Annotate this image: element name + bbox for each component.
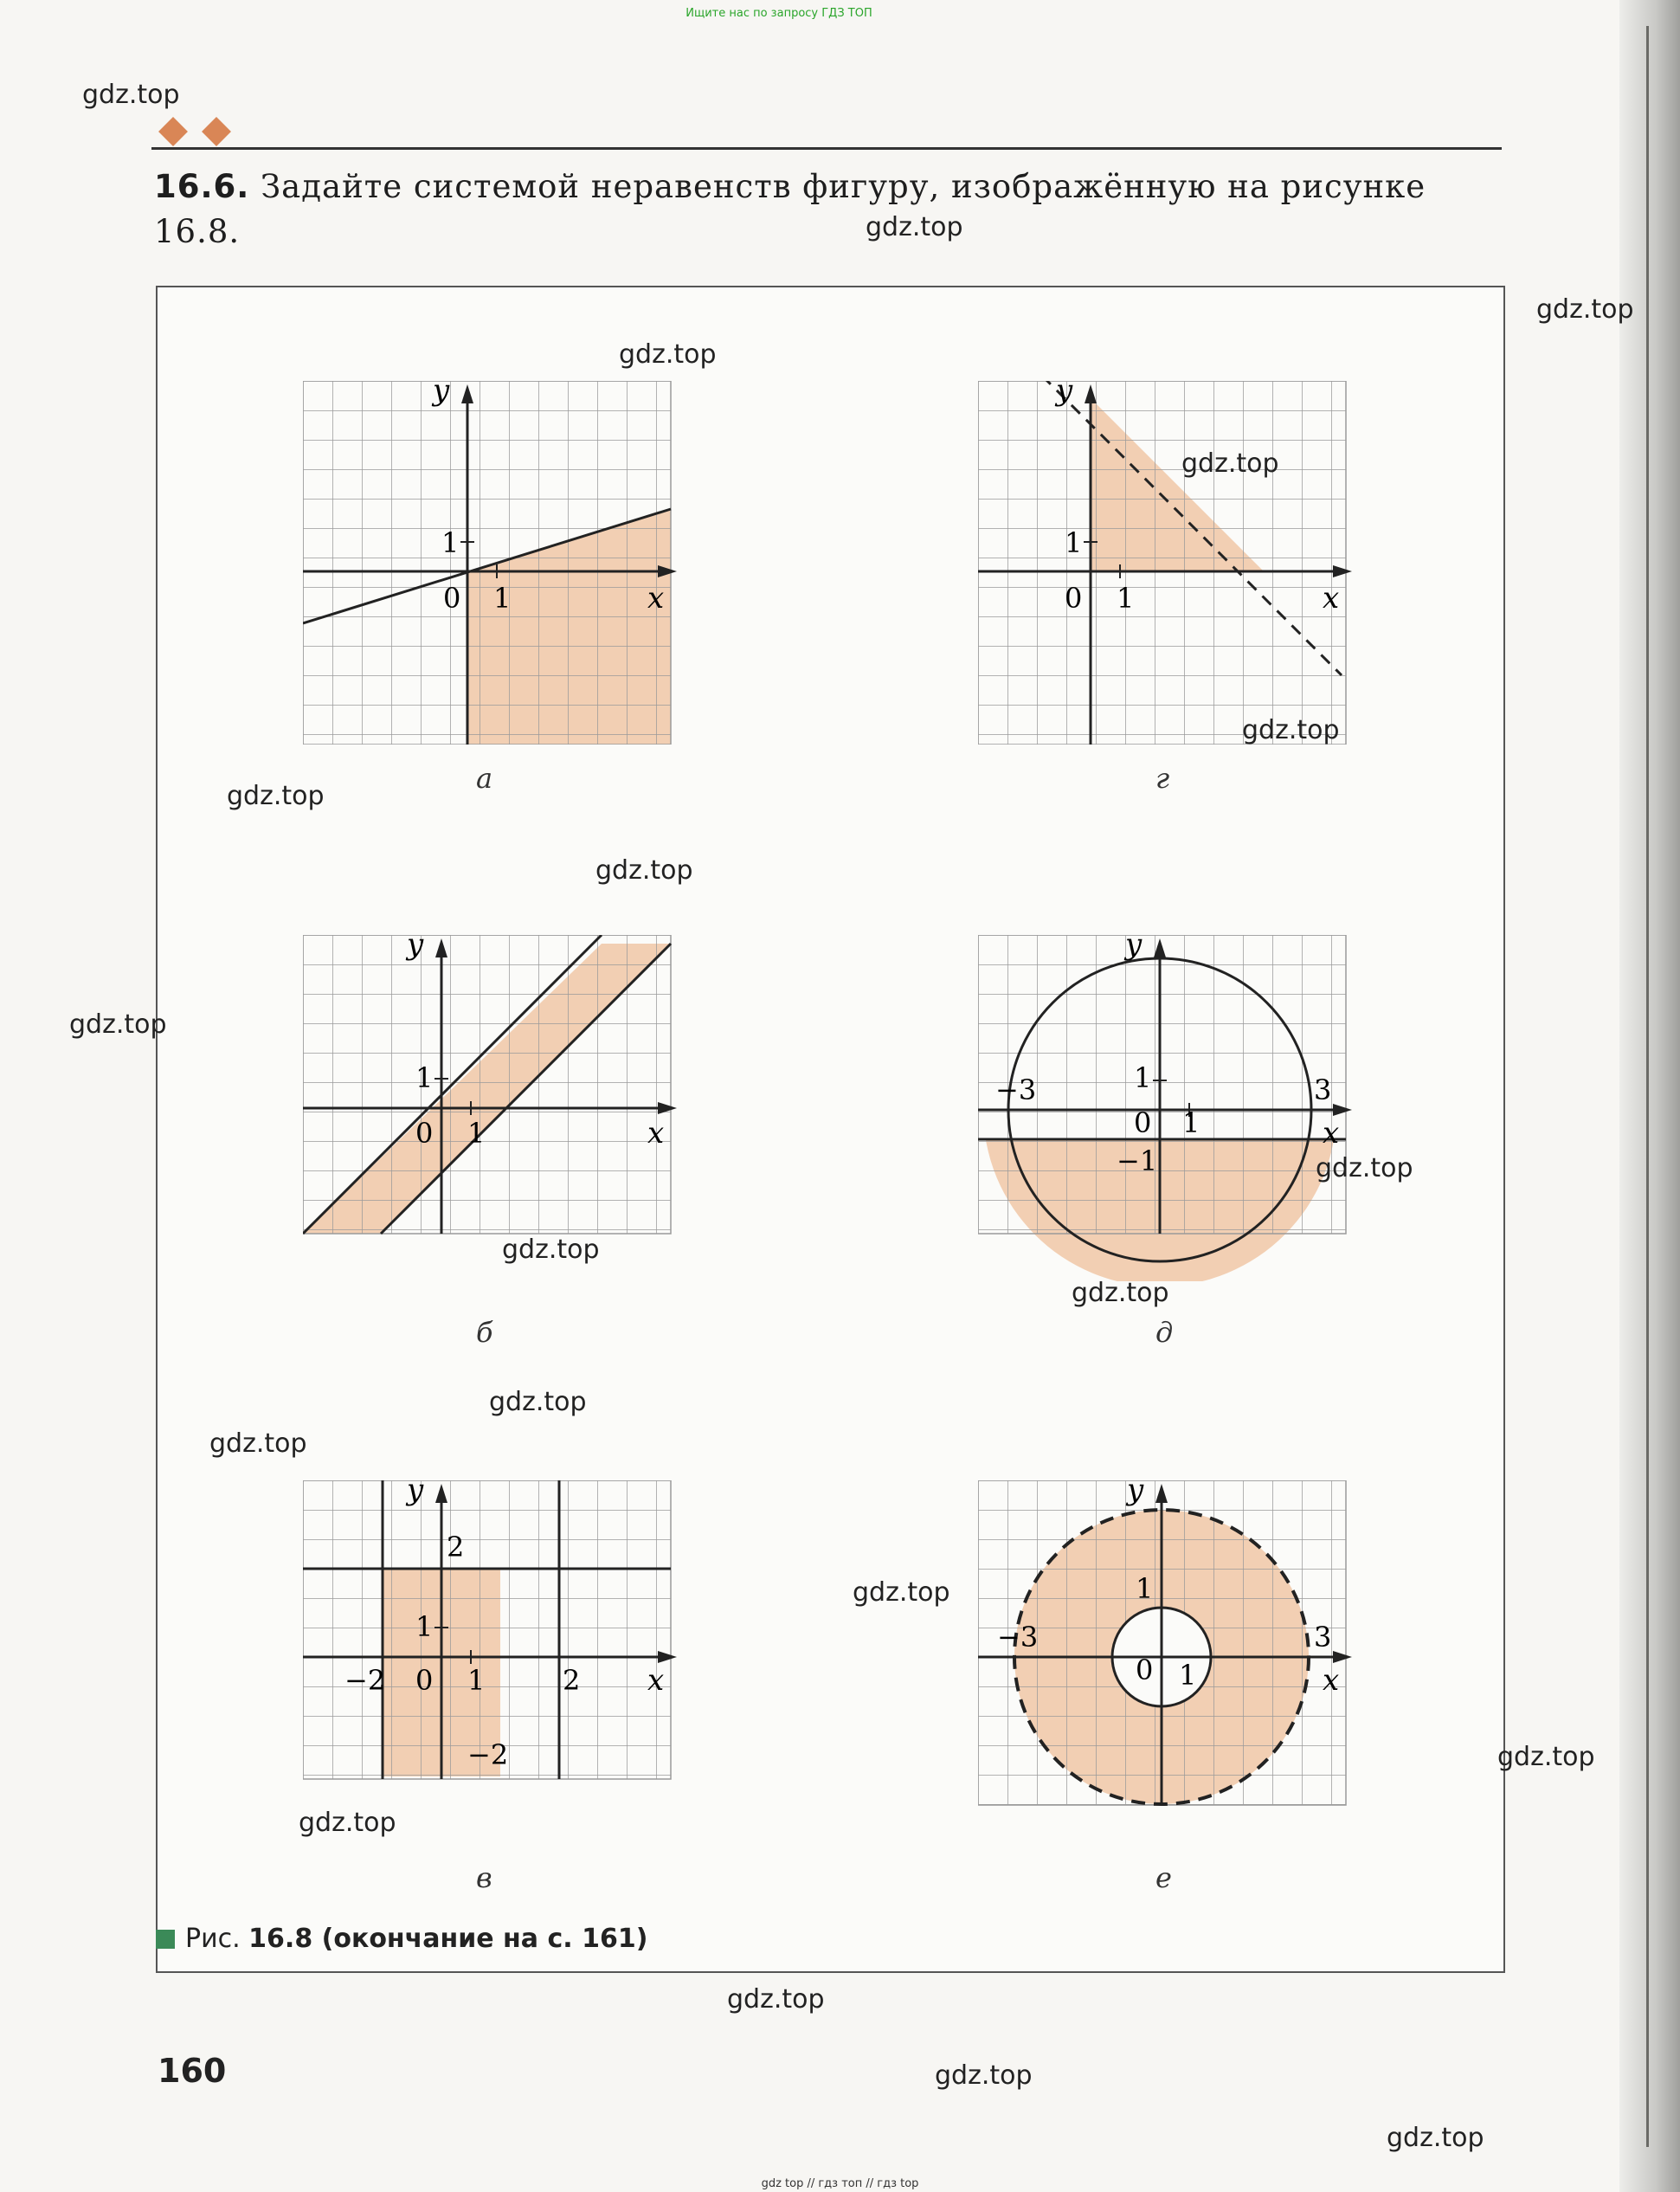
tick-label: 1 (467, 1117, 486, 1150)
x-label: x (647, 581, 665, 616)
watermark: gdz.top (1536, 294, 1634, 325)
origin-label: 0 (1134, 1106, 1152, 1139)
graph-a (303, 381, 684, 745)
panel-e (978, 1480, 1359, 1894)
tick-label: 1 (1065, 526, 1083, 559)
tick-label: −2 (344, 1664, 386, 1697)
x-label: x (647, 1663, 665, 1698)
y-label: y (433, 381, 450, 408)
graph-e (978, 1480, 1359, 1827)
tick-label: 1 (1117, 582, 1135, 615)
tick-label: 1 (415, 1610, 434, 1643)
graph-v (303, 1480, 684, 1792)
panel-g (978, 381, 1359, 795)
spine-line (1646, 26, 1649, 2147)
tick-label: 1 (441, 526, 460, 559)
caption-prefix: Рис. (185, 1924, 241, 1954)
panel-label: г (1155, 762, 1170, 795)
y-label: y (1125, 935, 1143, 962)
x-label: x (647, 1116, 665, 1151)
caption-label: 16.8 (окончание на с. 161) (248, 1924, 648, 1954)
header-divider (151, 147, 1502, 150)
panel-label: б (476, 1316, 493, 1349)
watermark: gdz.top (1387, 2123, 1484, 2153)
caption-marker-icon (156, 1930, 175, 1949)
origin-label: 0 (443, 582, 461, 615)
tick-label: 1 (1182, 1106, 1200, 1139)
x-label: x (1323, 1116, 1340, 1151)
tick-label: 1 (1136, 1572, 1154, 1605)
origin-label: 0 (1065, 582, 1083, 615)
panel-label: д (1155, 1316, 1174, 1349)
watermark: gdz.top (299, 1808, 396, 1838)
difficulty-diamond-icon (158, 117, 188, 146)
origin-label: 0 (415, 1117, 434, 1150)
tick-label: 1 (493, 582, 512, 615)
bottom-note: gdz top // гдз топ // гдз top (761, 2177, 919, 2190)
tick-label: −2 (467, 1738, 509, 1771)
watermark: gdz.top (866, 212, 963, 242)
tick-label: 2 (447, 1531, 465, 1563)
watermark: gdz.top (209, 1428, 307, 1459)
top-note: Ищите нас по запросу ГДЗ ТОП (686, 7, 872, 20)
watermark: gdz.top (935, 2060, 1033, 2091)
tick-label: −3 (995, 1073, 1037, 1106)
panel-label: е (1155, 1861, 1172, 1894)
panel-label: а (476, 762, 493, 795)
tick-label: 1 (1179, 1659, 1197, 1692)
task-text: Задайте системой неравенств фигуру, изображённую на рисунке 16.8. (154, 168, 1426, 250)
page-number: 160 (158, 2052, 227, 2090)
y-label: y (1056, 381, 1073, 408)
tick-label: −1 (1117, 1144, 1158, 1177)
watermark: gdz.top (595, 855, 693, 886)
tick-label: 2 (563, 1664, 581, 1697)
x-label: x (1323, 581, 1340, 616)
watermark: gdz.top (1497, 1742, 1595, 1772)
book-spine (1619, 0, 1680, 2192)
panel-b (303, 935, 684, 1349)
graph-d (978, 935, 1359, 1281)
difficulty-diamond-icon (202, 117, 231, 146)
x-label: x (1323, 1663, 1340, 1698)
origin-label: 0 (1136, 1654, 1154, 1686)
graph-g (978, 381, 1359, 745)
y-label: y (407, 935, 424, 962)
watermark: gdz.top (502, 1235, 600, 1265)
tick-label: 3 (1314, 1621, 1332, 1654)
panel-label: в (476, 1861, 492, 1894)
watermark: gdz.top (82, 80, 180, 110)
watermark: gdz.top (1181, 448, 1279, 479)
watermark: gdz.top (1316, 1153, 1413, 1183)
watermark: gdz.top (853, 1577, 950, 1608)
watermark: gdz.top (227, 781, 325, 811)
watermark: gdz.top (1072, 1278, 1169, 1308)
panel-a (303, 381, 684, 795)
watermark: gdz.top (619, 339, 717, 370)
tick-label: 1 (1134, 1061, 1152, 1094)
task-number: 16.6. (154, 168, 250, 205)
watermark: gdz.top (727, 1984, 825, 2015)
y-label: y (1127, 1480, 1144, 1507)
origin-label: 0 (415, 1664, 434, 1697)
watermark: gdz.top (489, 1387, 587, 1417)
watermark: gdz.top (69, 1009, 167, 1040)
watermark: gdz.top (1242, 715, 1340, 745)
tick-label: −3 (997, 1621, 1039, 1654)
tick-label: 1 (467, 1664, 486, 1697)
graph-b (303, 935, 684, 1247)
y-label: y (407, 1480, 424, 1507)
figure-caption (156, 1924, 675, 1954)
tick-label: 1 (415, 1061, 434, 1094)
tick-label: 3 (1314, 1073, 1332, 1106)
task-statement (154, 164, 1504, 255)
